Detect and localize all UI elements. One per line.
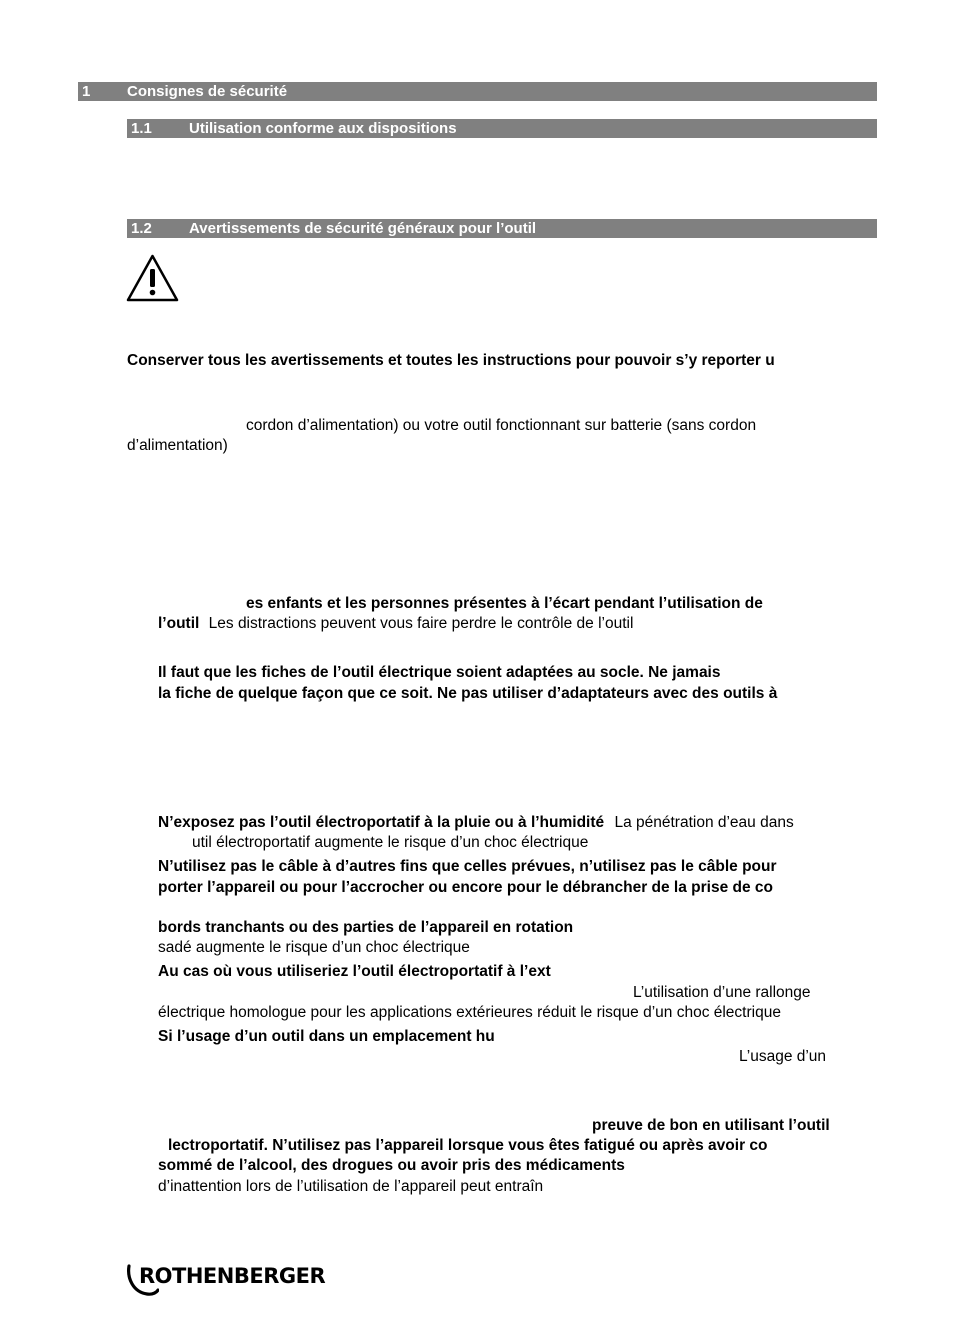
rothenberger-logo <box>125 1262 365 1298</box>
instruction-line: lectroportatif. N’utilisez pas l’appareil lorsque vous êtes fatigué ou après avoir co <box>168 1137 768 1154</box>
body-text-line: d’alimentation) <box>127 437 228 454</box>
body-text-line: sadé augmente le risque d’un choc électrique <box>158 939 470 956</box>
normal-phrase: Les distractions peuvent vous faire perdre le contrôle de l’outil <box>208 615 634 632</box>
logo-text: ROTHENBERGER <box>139 1264 326 1288</box>
normal-phrase: La pénétration d’eau dans <box>614 814 794 831</box>
mixed-text-line <box>158 614 633 634</box>
bold-phrase: N’exposez pas l’outil électroportatif à la pluie ou à l’humidité <box>158 814 605 831</box>
instruction-line: N’utilisez pas le câble à d’autres fins que celles prévues, n’utilisez pas le câble pour <box>158 858 777 875</box>
instruction-line: Il faut que les fiches de l’outil électrique soient adaptées au socle. Ne jamais <box>158 664 721 681</box>
section-number: 1.2 <box>131 220 152 237</box>
section-title: Consignes de sécurité <box>127 83 288 100</box>
section-number: 1 <box>82 83 91 100</box>
body-text-line: cordon d’alimentation) ou votre outil fonctionnant sur batterie (sans cordon <box>246 417 757 434</box>
body-text-line: util électroportatif augmente le risque d’un choc électrique <box>192 834 589 851</box>
instruction-line: bords tranchants ou des parties de l’appareil en rotation <box>158 919 574 936</box>
body-text-line: électrique homologue pour les applications extérieures réduit le risque d’un choc électrique <box>158 1004 781 1021</box>
bold-phrase: l’outil <box>158 615 200 632</box>
instruction-line: Au cas où vous utiliseriez l’outil électroportatif à l’ext <box>158 963 551 980</box>
body-text-line: d’inattention lors de l’utilisation de l’appareil peut entraîn <box>158 1178 544 1195</box>
mixed-text-line <box>158 813 794 833</box>
instruction-line: sommé de l’alcool, des drogues ou avoir pris des médicaments <box>158 1157 625 1174</box>
instruction-line: es enfants et les personnes présentes à l’écart pendant l’utilisation de <box>246 595 763 612</box>
section-1-1-heading <box>127 119 877 138</box>
instruction-line: preuve de bon en utilisant l’outil <box>592 1117 830 1134</box>
section-1-2-heading <box>127 219 877 238</box>
section-1-heading <box>78 82 877 101</box>
section-title: Avertissements de sécurité généraux pour l’outil <box>189 220 537 237</box>
instruction-line: porter l’appareil ou pour l’accrocher ou encore pour le débrancher de la prise de co <box>158 879 773 896</box>
warning-triangle-icon <box>125 253 180 303</box>
instruction-line: Si l’usage d’un outil dans un emplacement hu <box>158 1028 495 1045</box>
instruction-line: Conserver tous les avertissements et toutes les instructions pour pouvoir s’y reporter u <box>127 352 775 369</box>
section-number: 1.1 <box>131 120 152 137</box>
section-title: Utilisation conforme aux dispositions <box>189 120 457 137</box>
body-text-line: L’usage d’un <box>739 1048 827 1065</box>
body-text-line: L’utilisation d’une rallonge <box>633 984 811 1001</box>
instruction-line: la fiche de quelque façon que ce soit. Ne pas utiliser d’adaptateurs avec des outils à <box>158 685 778 702</box>
